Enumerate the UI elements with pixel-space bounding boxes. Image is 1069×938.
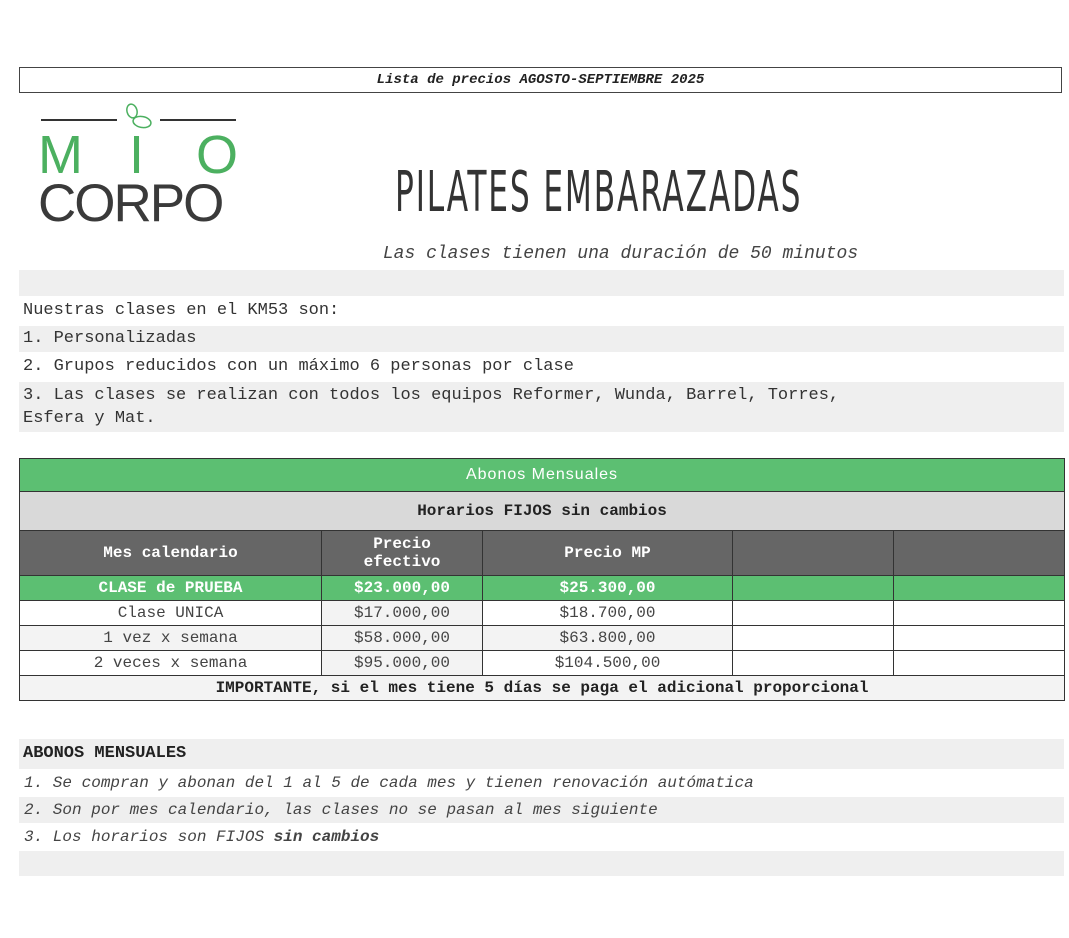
table-subheading: Horarios FIJOS sin cambios — [20, 492, 1065, 531]
row-mp-price: $63.800,00 — [483, 626, 733, 651]
note-item — [19, 824, 1064, 850]
logo-line-left — [41, 119, 117, 121]
table-row — [20, 651, 1065, 676]
empty-cell — [894, 651, 1065, 676]
price-table — [19, 458, 1065, 701]
info-item-line: Esfera y Mat. — [23, 409, 156, 428]
note-item: 1. Se compran y abonan del 1 al 5 de cada mes y tienen renovación autómatica — [24, 774, 754, 792]
logo-corpo-text: CORPO — [38, 174, 223, 233]
table-footer-row — [20, 676, 1065, 701]
logo-letter-m: M — [38, 125, 83, 185]
column-header: Mes calendario — [20, 531, 322, 576]
empty-cell — [894, 576, 1065, 601]
mio-corpo-logo — [38, 100, 243, 235]
note-item-text: 3. Los horarios son FIJOS — [24, 828, 274, 846]
table-footer-note: IMPORTANTE, si el mes tiene 5 días se paga el adicional proporcional — [20, 676, 1065, 701]
headline: PILATES EMBARAZADAS — [395, 160, 803, 225]
row-mp-price: $18.700,00 — [483, 601, 733, 626]
spacer-band — [19, 851, 1064, 876]
empty-cell — [733, 651, 894, 676]
table-heading-row — [20, 459, 1065, 492]
table-heading: Abonos Mensuales — [20, 459, 1065, 492]
table-column-headers — [20, 531, 1065, 576]
spacer-band — [19, 270, 1064, 296]
logo-line-right — [160, 119, 236, 121]
row-name: 1 vez x semana — [20, 626, 322, 651]
row-name: Clase UNICA — [20, 601, 322, 626]
notes-title: ABONOS MENSUALES — [19, 739, 1064, 769]
row-mp-price: $104.500,00 — [483, 651, 733, 676]
row-cash-price: $17.000,00 — [322, 601, 483, 626]
info-item: 1. Personalizadas — [19, 326, 1064, 352]
column-header — [733, 531, 894, 576]
table-row — [20, 576, 1065, 601]
empty-cell — [894, 601, 1065, 626]
empty-cell — [894, 626, 1065, 651]
price-list-title: Lista de precios AGOSTO-SEPTIEMBRE 2025 — [19, 67, 1062, 93]
row-mp-price: $25.300,00 — [483, 576, 733, 601]
row-cash-price: $23.000,00 — [322, 576, 483, 601]
logo-letter-i: I — [129, 125, 145, 185]
column-header-line: efectivo — [363, 553, 441, 571]
column-header — [322, 531, 483, 576]
info-item-equipment — [19, 382, 1064, 432]
row-cash-price: $95.000,00 — [322, 651, 483, 676]
empty-cell — [733, 576, 894, 601]
empty-cell — [733, 601, 894, 626]
column-header — [894, 531, 1065, 576]
empty-cell — [733, 626, 894, 651]
note-item: 2. Son por mes calendario, las clases no se pasan al mes siguiente — [19, 797, 1064, 823]
table-row — [20, 601, 1065, 626]
table-row — [20, 626, 1065, 651]
info-intro: Nuestras clases en el KM53 son: — [23, 301, 340, 320]
row-name: CLASE de PRUEBA — [20, 576, 322, 601]
note-item-emphasis: sin cambios — [273, 828, 380, 846]
info-item-line: 3. Las clases se realizan con todos los equipos Reformer, Wunda, Barrel, Torres, — [23, 386, 840, 405]
column-header-line: Precio — [373, 535, 431, 553]
info-item: 2. Grupos reducidos con un máximo 6 personas por clase — [23, 357, 574, 376]
duration-subtitle: Las clases tienen una duración de 50 minutos — [382, 244, 859, 264]
table-subheading-row — [20, 492, 1065, 531]
row-cash-price: $58.000,00 — [322, 626, 483, 651]
row-name: 2 veces x semana — [20, 651, 322, 676]
logo-letter-o: O — [196, 125, 239, 185]
column-header: Precio MP — [483, 531, 733, 576]
